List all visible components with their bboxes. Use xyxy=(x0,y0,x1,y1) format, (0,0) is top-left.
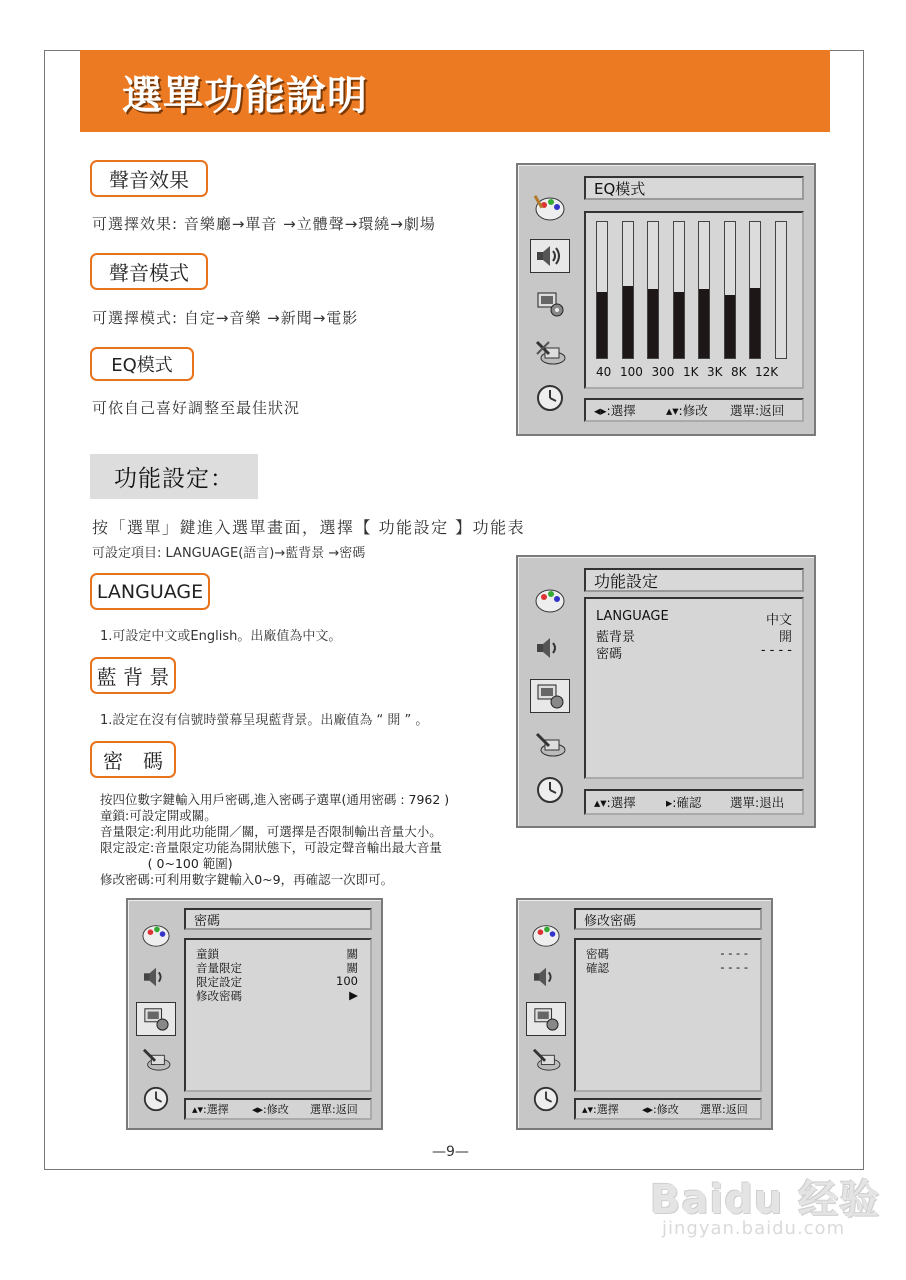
menu-row-value: ▶ xyxy=(349,988,358,1002)
sound-mode-tag: 聲音模式 xyxy=(90,253,208,290)
eq-mode-tag: EQ模式 xyxy=(90,347,194,381)
function-settings-icon xyxy=(530,287,570,321)
eq-band-label: 8K xyxy=(731,365,747,379)
setup-tools-icon xyxy=(530,727,570,761)
osd-change-password-title: 修改密碼 xyxy=(574,908,762,930)
eq-band-label: 40 xyxy=(596,365,612,379)
osd-change-password-hint xyxy=(574,1098,762,1120)
osd-function-screen xyxy=(516,555,816,828)
osd-icon-column xyxy=(522,900,574,1128)
hint-modify: ▴▾:修改 xyxy=(666,403,708,418)
password-line: 修改密碼:可利用數字鍵輸入0~9，再確認一次即可。 xyxy=(100,872,394,887)
eq-band-bar xyxy=(749,221,761,359)
timer-clock-icon xyxy=(136,1082,176,1116)
language-desc: 1.可設定中文或English。出廠值為中文。 xyxy=(100,629,342,644)
osd-function-title: 功能設定 xyxy=(584,568,804,592)
hint-back: 選單:退出 xyxy=(730,795,785,810)
osd-change-password-panel xyxy=(574,938,762,1092)
picture-palette-icon xyxy=(526,918,566,952)
menu-row-label: 密碼 xyxy=(586,947,609,961)
password-tag: 密 碼 xyxy=(90,741,176,778)
function-setting-intro: 按「選單」鍵進入選單畫面，選擇【 功能設定 】功能表 xyxy=(92,518,526,537)
function-settings-icon xyxy=(530,679,570,713)
menu-row-label: 確認 xyxy=(586,961,609,975)
menu-row-value: 中文 xyxy=(765,613,792,628)
eq-band-level xyxy=(623,286,633,358)
sound-effect-tag: 聲音效果 xyxy=(90,160,208,197)
function-setting-heading: 功能設定： xyxy=(90,454,258,499)
watermark-brand: Baidu 经验 xyxy=(650,1177,881,1223)
hint-select: ▴▾:選擇 xyxy=(192,1103,229,1116)
password-line: 童鎖:可設定開或關。 xyxy=(100,808,217,823)
eq-band-label: 100 xyxy=(620,365,643,379)
eq-mode-desc: 可依自己喜好調整至最佳狀況 xyxy=(92,399,301,417)
page-title: 選單功能說明 xyxy=(122,73,368,119)
setup-tools-icon xyxy=(526,1042,566,1076)
eq-band-bar xyxy=(673,221,685,359)
timer-clock-icon xyxy=(530,773,570,807)
eq-band-bar xyxy=(724,221,736,359)
page-number: —9— xyxy=(432,1144,469,1160)
osd-eq-hint xyxy=(584,398,804,422)
osd-password-hint xyxy=(184,1098,372,1120)
picture-palette-icon xyxy=(530,191,570,225)
osd-icon-column xyxy=(522,165,580,434)
osd-eq-panel xyxy=(584,211,804,389)
eq-band-level xyxy=(674,292,684,358)
sound-effect-desc: 可選擇效果: 音樂廳→單音 →立體聲→環繞→劇場 xyxy=(92,215,436,233)
eq-band-level xyxy=(750,288,760,358)
title-banner xyxy=(80,50,830,132)
eq-band-level xyxy=(648,289,658,358)
function-settings-icon xyxy=(136,1002,176,1036)
password-line: 音量限定:利用此功能開／關，可選擇是否限制輸出音量大小。 xyxy=(100,824,442,839)
osd-password-title: 密碼 xyxy=(184,908,372,930)
eq-band-label: 12K xyxy=(755,365,779,379)
osd-eq-title: EQ模式 xyxy=(584,176,804,200)
function-setting-items: 可設定項目: LANGUAGE(語言)→藍背景 →密碼 xyxy=(92,546,366,561)
eq-band-label: 1K xyxy=(683,365,699,379)
blue-bg-tag: 藍 背 景 xyxy=(90,657,176,694)
blue-bg-desc: 1.設定在沒有信號時螢幕呈現藍背景。出廠值為 “ 開 ” 。 xyxy=(100,713,429,728)
osd-eq-screen xyxy=(516,163,816,436)
osd-function-panel xyxy=(584,597,804,779)
sound-speaker-icon xyxy=(530,239,570,273)
eq-band-bar xyxy=(775,221,787,359)
menu-row-label: LANGUAGE xyxy=(596,609,669,624)
hint-back: 選單:返回 xyxy=(310,1103,358,1116)
hint-back: 選單:返回 xyxy=(700,1103,748,1116)
picture-palette-icon xyxy=(530,583,570,617)
osd-icon-column xyxy=(132,900,184,1128)
osd-icon-column xyxy=(522,557,580,826)
hint-select: ▴▾:選擇 xyxy=(582,1103,619,1116)
menu-row-label: 藍背景 xyxy=(596,630,636,645)
eq-band-bar xyxy=(596,221,608,359)
menu-row-label: 童鎖 xyxy=(196,947,219,961)
eq-band-bar xyxy=(647,221,659,359)
menu-row-value: 關 xyxy=(346,961,358,975)
hint-select: ◂▸:選擇 xyxy=(594,403,636,418)
sound-speaker-icon xyxy=(530,631,570,665)
menu-row-value: - - - - xyxy=(720,960,748,974)
menu-row-value: 開 xyxy=(778,630,792,645)
sound-mode-desc: 可選擇模式: 自定→音樂 →新聞→電影 xyxy=(92,309,359,327)
setup-tools-icon xyxy=(530,335,570,369)
menu-row-value: 關 xyxy=(346,947,358,961)
picture-palette-icon xyxy=(136,918,176,952)
password-desc xyxy=(100,792,449,888)
menu-row-label: 修改密碼 xyxy=(196,989,242,1003)
language-tag: LANGUAGE xyxy=(90,573,210,610)
menu-row-label: 音量限定 xyxy=(196,961,242,975)
setup-tools-icon xyxy=(136,1042,176,1076)
hint-modify: ◂▸:修改 xyxy=(252,1103,289,1116)
eq-band-level xyxy=(597,292,607,358)
sound-speaker-icon xyxy=(136,960,176,994)
hint-confirm: ▸:確認 xyxy=(666,795,702,810)
osd-password-screen xyxy=(126,898,383,1130)
menu-row-label: 限定設定 xyxy=(196,975,242,989)
password-line: 限定設定:音量限定功能為開狀態下，可設定聲音輸出最大音量 xyxy=(100,840,442,855)
hint-back: 選單:返回 xyxy=(730,403,785,418)
sound-speaker-icon xyxy=(526,960,566,994)
eq-band-label: 300 xyxy=(651,365,675,379)
watermark-url: jingyan.baidu.com xyxy=(662,1218,846,1239)
menu-row-value: 100 xyxy=(336,974,358,988)
password-line: ( 0~100 範圍) xyxy=(100,856,233,871)
password-line: 按四位數字鍵輸入用戶密碼,進入密碼子選單(通用密碼 : 7962 ) xyxy=(100,792,450,807)
hint-modify: ◂▸:修改 xyxy=(642,1103,679,1116)
menu-row-value: - - - - xyxy=(760,643,792,658)
eq-band-bar xyxy=(622,221,634,359)
eq-band-bar xyxy=(698,221,710,359)
osd-change-password-screen xyxy=(516,898,773,1130)
eq-band-level xyxy=(725,295,735,358)
menu-row-label: 密碼 xyxy=(596,647,623,662)
eq-band-label: 3K xyxy=(707,365,723,379)
timer-clock-icon xyxy=(526,1082,566,1116)
osd-password-panel xyxy=(184,938,372,1092)
eq-band-level xyxy=(699,289,709,358)
hint-select: ▴▾:選擇 xyxy=(594,795,636,810)
menu-row-value: - - - - xyxy=(720,946,748,960)
osd-function-hint xyxy=(584,789,804,815)
function-settings-icon xyxy=(526,1002,566,1036)
timer-clock-icon xyxy=(530,381,570,415)
